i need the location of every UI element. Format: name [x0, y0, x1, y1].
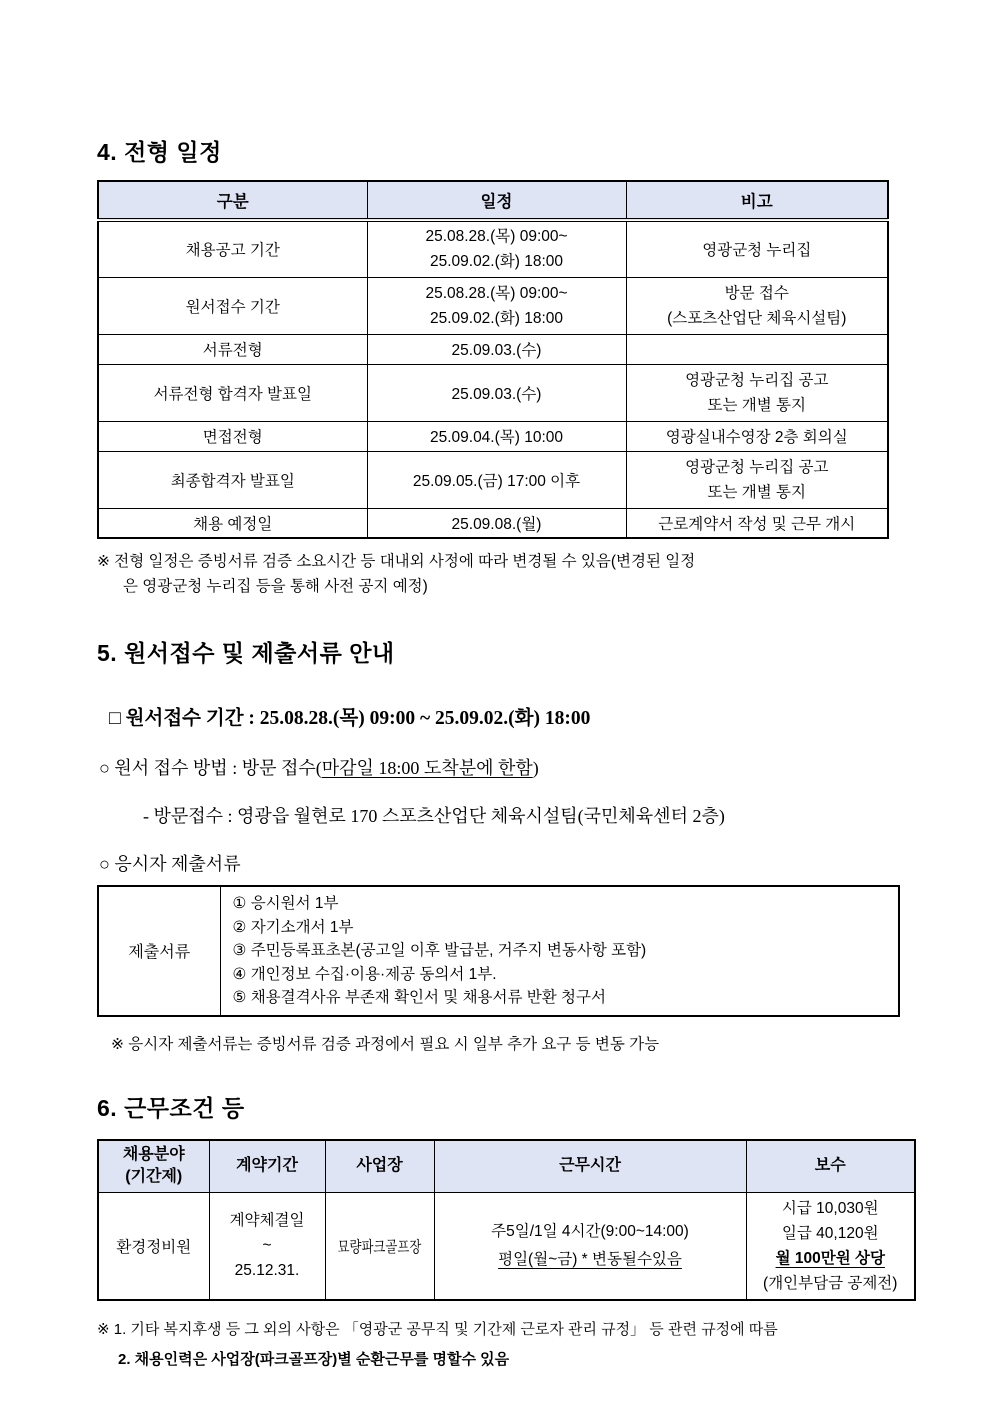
work-conditions-notes — [97, 1319, 957, 1369]
table-row — [98, 508, 888, 538]
cell-remarks: 영광실내수영장 2층 회의실 — [626, 421, 888, 451]
list-item: ④ 개인정보 수집·이용·제공 동의서 1부. — [232, 965, 497, 983]
col-header-contract: 계약기간 — [209, 1140, 325, 1193]
section-selection-schedule — [97, 134, 992, 599]
visit-address-line: - 방문접수 : 영광읍 월현로 170 스포츠산업단 체육시설팀(국민체육센터 2층) — [143, 806, 725, 826]
list-item: ② 자기소개서 1부 — [232, 918, 354, 936]
table-row — [98, 1193, 915, 1300]
cell-line: 월 100만원 상당 — [775, 1249, 885, 1267]
table-row — [98, 451, 888, 508]
section-application-guide — [97, 635, 992, 1054]
cell-line: 또는 개별 통지 — [707, 396, 806, 414]
cell-line: 평일(월~금) * 변동될수있음 — [498, 1250, 682, 1268]
cell-remarks: 근로계약서 작성 및 근무 개시 — [626, 508, 888, 538]
cell-line: 영광군청 누리집 공고 — [685, 458, 829, 476]
documents-footnote: ※ 응시자 제출서류는 증빙서류 검증 과정에서 필요 시 일부 추가 요구 등 변동 가능 — [111, 1035, 660, 1053]
section6-title: 6. 근무조건 등 — [97, 1094, 245, 1121]
cell-contract — [209, 1193, 325, 1300]
list-item: ① 응시원서 1부 — [232, 895, 339, 912]
section4-title: 4. 전형 일정 — [97, 139, 222, 165]
schedule-table — [97, 180, 889, 539]
col-header-hours: 근무시간 — [434, 1140, 746, 1193]
cell-line: 주5일/1일 4시간(9:00~14:00) — [491, 1222, 689, 1240]
col-header-remarks: 비고 — [626, 181, 888, 220]
work-conditions-table — [97, 1139, 916, 1301]
list-item: ③ 주민등록표초본(공고일 이후 발급분, 거주지 변동사항 포함) — [232, 942, 647, 959]
cell-line: 시급 10,030원 — [781, 1199, 879, 1217]
cell-line: (스포츠산업단 체육시설팀) — [667, 309, 847, 327]
documents-label-cell: 제출서류 — [98, 886, 220, 1016]
cell-remarks — [626, 277, 888, 334]
col-header-schedule: 일정 — [367, 181, 626, 220]
cell-line: 방문 접수 — [724, 284, 789, 302]
col-header-site: 사업장 — [325, 1140, 434, 1193]
cell-line: 또는 개별 통지 — [707, 483, 806, 501]
cell-line: 25.09.02.(화) 18:00 — [429, 309, 564, 327]
cell-line: 25.08.28.(목) 09:00~ — [425, 228, 568, 246]
cell-line: (개인부담금 공제전) — [763, 1274, 898, 1292]
documents-heading: ○ 응시자 제출서류 — [99, 854, 241, 874]
cell-line: 일급 40,120원 — [781, 1224, 879, 1242]
col-header-pay: 보수 — [746, 1140, 915, 1193]
cell-hours — [434, 1193, 746, 1300]
cell-remarks: 영광군청 누리집 — [626, 220, 888, 277]
work-header-row — [98, 1140, 915, 1193]
cell-line: ~ — [262, 1237, 272, 1255]
list-item: ⑤ 채용결격사유 부존재 확인서 및 채용서류 반환 청구서 — [232, 989, 606, 1006]
col-header-field — [98, 1140, 209, 1193]
table-row — [98, 220, 888, 277]
note-line: 2. 채용인력은 사업장(파크골프장)별 순환근무를 명할수 있음 — [118, 1350, 510, 1368]
application-period-line: □ 원서접수 기간 : 25.08.28.(목) 09:00 ~ 25.09.02.(화) 18:00 — [109, 708, 591, 729]
cell-line: 계약체결일 — [229, 1212, 305, 1230]
application-method-line — [99, 754, 992, 780]
cell-remarks — [626, 334, 888, 364]
cell-category: 서류전형 — [98, 334, 367, 364]
note-line: ※ 1. 기타 복지후생 등 그 외의 사항은 「영광군 공무직 및 기간제 근로자 관리 규정」 등 관련 규정에 따름 — [97, 1320, 778, 1338]
method-prefix: ○ 원서 접수 방법 : 방문 접수( — [99, 758, 322, 778]
cell-category: 서류전형 합격자 발표일 — [98, 364, 367, 421]
col-header-category: 구분 — [98, 181, 367, 220]
cell-category: 채용 예정일 — [98, 508, 367, 538]
cell-site — [325, 1193, 434, 1300]
schedule-header-row — [98, 181, 888, 220]
cell-category: 면접전형 — [98, 421, 367, 451]
schedule-footnote — [97, 549, 927, 599]
table-row — [98, 334, 888, 364]
footnote-line: ※ 전형 일정은 증빙서류 검증 소요시간 등 대내외 사정에 따라 변경될 수 있음(변경된 일정 — [97, 553, 696, 570]
cell-schedule: 25.09.03.(수) — [367, 334, 626, 364]
cell-schedule: 25.09.04.(목) 10:00 — [367, 421, 626, 451]
documents-items-cell — [220, 886, 899, 1016]
table-row — [98, 364, 888, 421]
cell-line: 채용분야 — [122, 1146, 185, 1164]
cell-remarks — [626, 364, 888, 421]
cell-line: 25.08.28.(목) 09:00~ — [425, 284, 568, 302]
cell-schedule: 25.09.08.(월) — [367, 508, 626, 538]
footnote-line: 은 영광군청 누리집 등을 통해 사전 공지 예정) — [123, 578, 428, 595]
cell-schedule — [367, 220, 626, 277]
section-work-conditions — [97, 1090, 992, 1369]
cell-schedule: 25.09.03.(수) — [367, 364, 626, 421]
method-suffix: ) — [532, 758, 539, 778]
cell-line: 25.12.31. — [234, 1262, 300, 1280]
cell-line: (기간제) — [125, 1168, 183, 1186]
cell-remarks — [626, 451, 888, 508]
cell-field: 환경정비원 — [98, 1193, 209, 1300]
table-row — [98, 277, 888, 334]
cell-schedule: 25.09.05.(금) 17:00 이후 — [367, 451, 626, 508]
cell-category: 채용공고 기간 — [98, 220, 367, 277]
site-name: 묘량파크골프장 — [337, 1238, 422, 1256]
cell-line: 영광군청 누리집 공고 — [685, 371, 829, 389]
method-deadline-underlined: 마감일 18:00 도착분에 한함 — [321, 758, 533, 778]
cell-category: 최종합격자 발표일 — [98, 451, 367, 508]
documents-row — [98, 886, 899, 1016]
section5-title: 5. 원서접수 및 제출서류 안내 — [97, 640, 395, 666]
cell-pay — [746, 1193, 915, 1300]
cell-category: 원서접수 기간 — [98, 277, 367, 334]
documents-table — [97, 885, 900, 1017]
cell-schedule — [367, 277, 626, 334]
table-row — [98, 421, 888, 451]
cell-line: 25.09.02.(화) 18:00 — [429, 253, 564, 271]
